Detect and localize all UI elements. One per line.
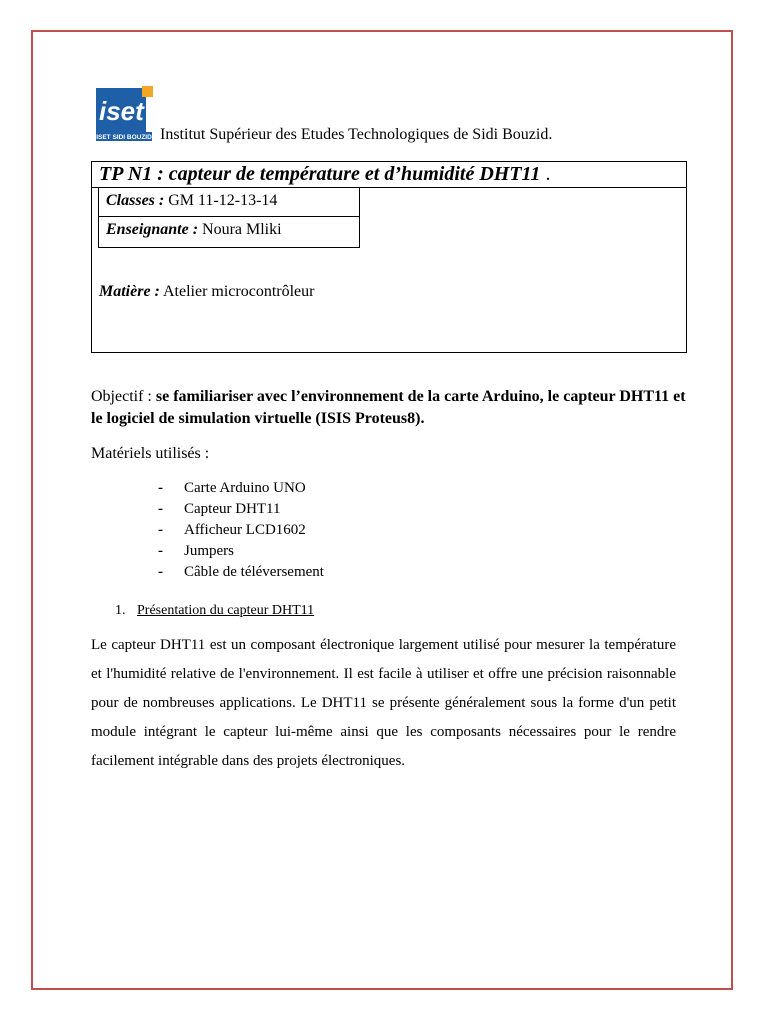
list-item-label: Carte Arduino UNO [184,480,306,496]
institute-name: Institut Supérieur des Etudes Technologiques de Sidi Bouzid. [160,126,553,143]
list-item-label: Jumpers [184,543,234,559]
title-box [91,161,687,353]
materials-heading: Matériels utilisés : [91,445,210,462]
list-item [158,541,324,562]
iset-logo [93,86,155,142]
section-heading [115,603,314,619]
list-item [158,562,324,583]
section-number: 1. [115,603,126,618]
subject-line [99,283,314,301]
subject-value: Atelier microcontrôleur [159,283,315,300]
objective-paragraph [91,386,691,430]
bullet-dash: - [158,522,163,538]
teacher-row [98,217,360,248]
objective-text: se familiariser avec l’environnement de la carte Arduino, le capteur DHT11 et le logiciel de simulation virtuelle (ISIS Proteus8). [91,388,686,427]
subject-label: Matière : [99,283,160,300]
teacher-label: Enseignante : [106,221,199,238]
objective-label: Objectif : [91,388,156,405]
classes-label: Classes : [106,192,165,209]
list-item [158,499,324,520]
teacher-value: Noura Mliki [198,221,282,238]
bullet-dash: - [158,501,163,517]
list-item-label: Capteur DHT11 [184,501,281,517]
bullet-dash: - [158,543,163,559]
list-item [158,520,324,541]
title-row [92,162,686,188]
info-table [98,187,360,249]
bullet-dash: - [158,480,163,496]
page-title [99,163,550,186]
list-item-label: Afficheur LCD1602 [184,522,306,538]
title-end: . [540,163,551,185]
list-item-label: Câble de téléversement [184,564,324,580]
section-title: Présentation du capteur DHT11 [137,603,315,618]
list-item [158,478,324,499]
classes-row [98,187,360,217]
materials-list [158,478,324,583]
classes-value: GM 11-12-13-14 [164,192,278,209]
section-paragraph: Le capteur DHT11 est un composant électronique largement utilisé pour mesurer la température et l'humidité relative de l'environnement. Il est facile à utiliser et offre une précision raisonnable pour de nombreuses applications. Le DHT11 se présente généralement sous la forme d'un petit module intégrant le capteur lui-même ainsi que les composants nécessaires pour le rendre facilement intégrable dans des projets électroniques. [91,637,676,769]
title-text: TP N1 : capteur de température et d’humidité DHT11 [99,163,541,185]
bullet-dash: - [158,564,163,580]
svg-text:iset: iset [99,96,144,126]
logo-text: ISET SIDI BOUZID [96,134,152,141]
